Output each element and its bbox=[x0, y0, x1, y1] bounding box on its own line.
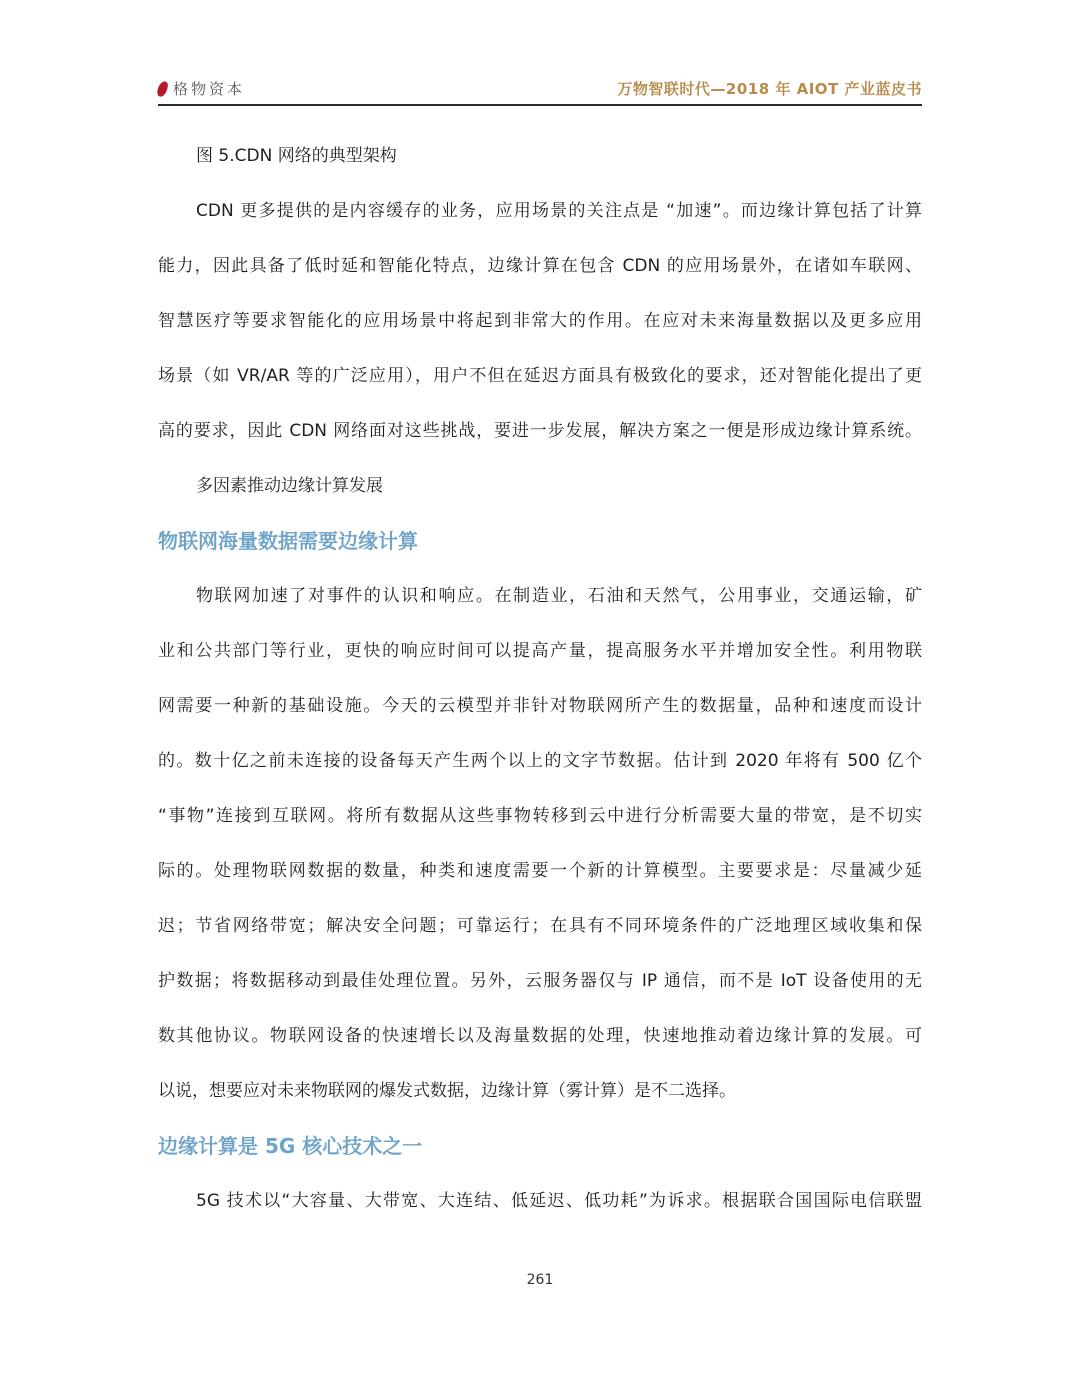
paragraph-line: 场景（如 VR/AR 等的广泛应用），用户不但在延迟方面具有极致化的要求，还对智能化提出了更 bbox=[158, 366, 922, 386]
paragraph-line: 以说，想要应对未来物联网的爆发式数据，边缘计算（雾计算）是不二选择。 bbox=[158, 1081, 736, 1101]
paragraph-line: 数其他协议。物联网设备的快速增长以及海量数据的处理，快速地推动着边缘计算的发展。可 bbox=[158, 1026, 922, 1046]
paragraph-line: 智慧医疗等要求智能化的应用场景中将起到非常大的作用。在应对未来海量数据以及更多应用 bbox=[158, 311, 922, 331]
paragraph-line: 多因素推动边缘计算发展 bbox=[196, 476, 383, 496]
company-logo bbox=[158, 78, 245, 99]
paragraph-line: 际的。处理物联网数据的数量，种类和速度需要一个新的计算模型。主要要求是：尽量减少延 bbox=[158, 861, 922, 881]
paragraph-line: 物联网加速了对事件的认识和响应。在制造业，石油和天然气，公用事业，交通运输，矿 bbox=[196, 586, 922, 606]
paragraph-line: 迟；节省网络带宽；解决安全问题；可靠运行；在具有不同环境条件的广泛地理区域收集和保 bbox=[158, 916, 922, 936]
paragraph-line: 的。数十亿之前未连接的设备每天产生两个以上的文字节数据。估计到 2020 年将有 500 亿个 bbox=[158, 751, 922, 771]
paragraph-line: 业和公共部门等行业，更快的响应时间可以提高产量，提高服务水平并增加安全性。利用物联 bbox=[158, 641, 922, 661]
page-header bbox=[158, 74, 922, 106]
paragraph-line: “事物”连接到互联网。将所有数据从这些事物转移到云中进行分析需要大量的带宽，是不切实 bbox=[158, 806, 922, 826]
section-heading: 边缘计算是 5G 核心技术之一 bbox=[158, 1134, 423, 1158]
paragraph-line: 能力，因此具备了低时延和智能化特点，边缘计算在包含 CDN 的应用场景外，在诸如车联网、 bbox=[158, 256, 922, 276]
figure-caption: 图 5.CDN 网络的典型架构 bbox=[196, 146, 397, 166]
paragraph-line: 护数据；将数据移动到最佳处理位置。另外，云服务器仅与 IP 通信，而不是 IoT 设备使用的无 bbox=[158, 971, 922, 991]
logo-mark-icon bbox=[156, 80, 170, 98]
header-title: 万物智联时代—2018 年 AIOT 产业蓝皮书 bbox=[617, 80, 922, 98]
logo-text: 格物资本 bbox=[173, 80, 246, 98]
section-heading: 物联网海量数据需要边缘计算 bbox=[158, 529, 418, 553]
paragraph-line: 高的要求，因此 CDN 网络面对这些挑战，要进一步发展，解决方案之一便是形成边缘计算系统。 bbox=[158, 421, 922, 441]
paragraph-line: CDN 更多提供的是内容缓存的业务，应用场景的关注点是 “加速”。而边缘计算包括了计算 bbox=[196, 201, 922, 221]
paragraph-line: 5G 技术以“大容量、大带宽、大连结、低延迟、低功耗”为诉求。根据联合国国际电信联盟 bbox=[196, 1191, 922, 1211]
paragraph-line: 网需要一种新的基础设施。今天的云模型并非针对物联网所产生的数据量，品种和速度而设计 bbox=[158, 696, 922, 716]
page-number: 261 bbox=[526, 1272, 554, 1288]
